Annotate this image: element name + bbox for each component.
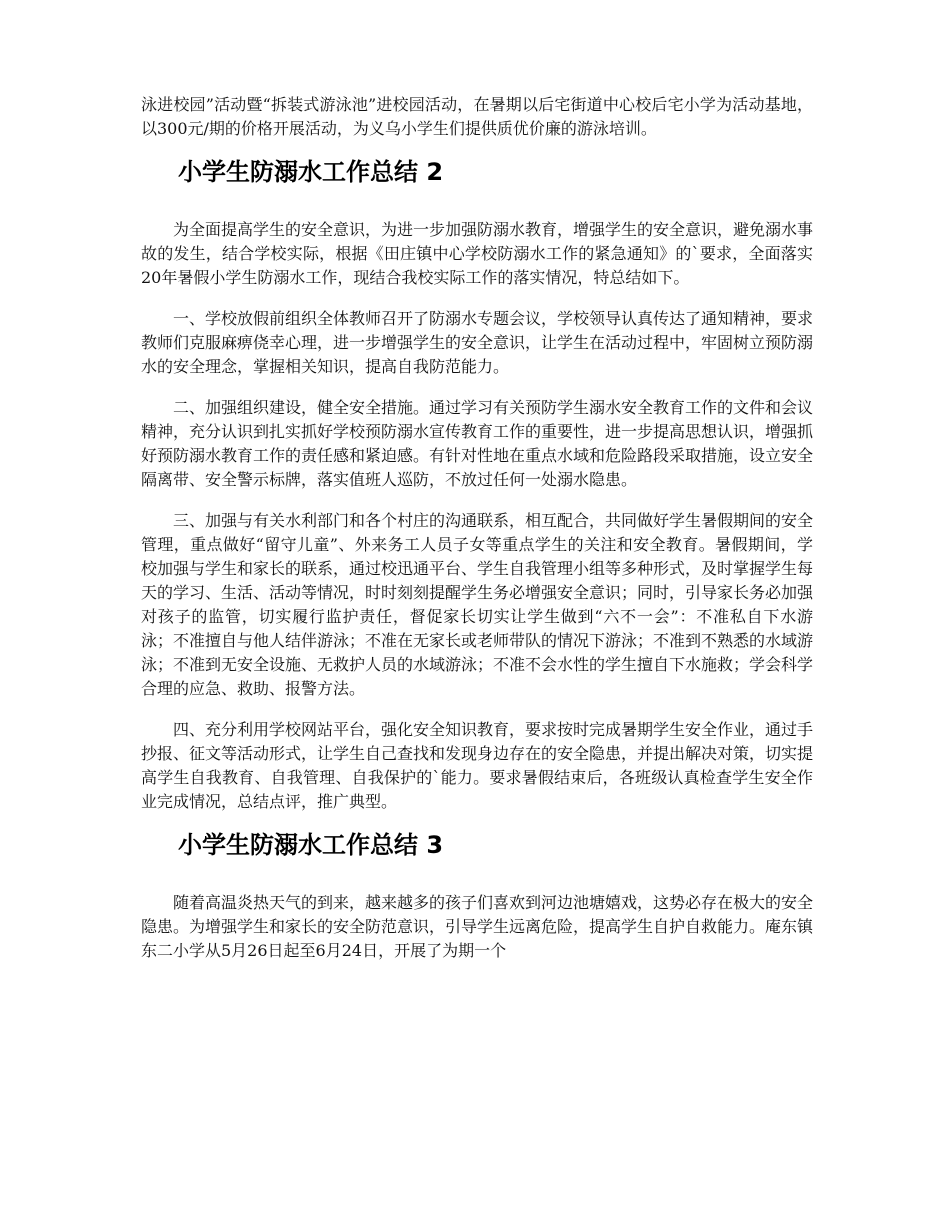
spacer — [141, 863, 813, 891]
section-3-heading: 小学生防溺水工作总结 3 — [178, 831, 444, 859]
section-2-paragraph-3: 二、加强组织建设，健全安全措施。通过学习有关预防学生溺水安全教育工作的文件和会议精神，充分认识到扎实抓好学校预防溺水宣传教育工作的重要性，进一步提高思想认识，增强抓好预防溺水教育工作的责任感和紧迫感。有针对性地在重点水域和危险路段采取措施，设立安全隔离带、安全警示标牌，落实值班人巡防，不放过任何一处溺水隐患。 — [141, 398, 814, 489]
intro-continuation-paragraph: 泳进校园”活动暨“拆装式游泳池”进校园活动，在暑期以后宅街道中心校后宅小学为活动基地，以300元/期的价格开展活动，为义乌小学生们提供质优价廉的游泳培训。 — [141, 95, 813, 138]
spacer — [141, 290, 813, 307]
section-2-paragraph-2: 一、学校放假前组织全体教师召开了防溺水专题会议，学校领导认真传达了通知精神，要求教师们克服麻痹侥幸心理，进一步增强学生的安全意识，让学生在活动过程中，牢固树立预防溺水的安全理念，掌握相关知识，提高自我防范能力。 — [141, 309, 814, 376]
section-2-paragraph-5: 四、充分利用学校网站平台，强化安全知识教育，要求按时完成暑期学生安全作业，通过手抄报、征文等活动形式，让学生自己查找和发现身边存在的安全隐患，并提出解决对策，切实提高学生自我教育、自我管理、自我保护的`能力。要求暑假结束后，各班级认真检查学生安全作业完成情况，总结点评，推广典型。 — [141, 720, 814, 811]
section-3-paragraph-1: 随着高温炎热天气的到来，越来越多的孩子们喜欢到河边池塘嬉戏，这势必存在极大的安全隐患。为增强学生和家长的安全防范意识，引导学生远离危险，提高学生自护自救能力。庵东镇东二小学从5月26日起至6月24日，开展了为期一个 — [141, 893, 814, 960]
document-page — [141, 93, 813, 963]
spacer — [141, 379, 813, 396]
section-2-heading: 小学生防溺水工作总结 2 — [178, 158, 444, 186]
section-2-paragraph-1: 为全面提高学生的安全意识，为进一步加强防溺水教育，增强学生的安全意识，避免溺水事故的发生，结合学校实际，根据《田庄镇中心学校防溺水工作的紧急通知》的`要求，全面落实20年暑假小学生防溺水工作，现结合我校实际工作的落实情况，特总结如下。 — [141, 220, 814, 287]
spacer — [141, 141, 813, 154]
spacer — [141, 814, 813, 827]
section-2-paragraph-4: 三、加强与有关水利部门和各个村庄的沟通联系，相互配合，共同做好学生暑假期间的安全管理，重点做好“留守儿童”、外来务工人员子女等重点学生的关注和安全教育。暑假期间，学校加强与学生和家长的联系，通过校迅通平台、学生自我管理小组等多种形式，及时掌握学生每天的学习、生活、活动等情况，时时刻刻提醒学生务必增强安全意识；同时，引导家长务必加强对孩子的监管，切实履行监护责任，督促家长切实让学生做到“六不一会”：不准私自下水游泳；不准擅自与他人结伴游泳；不准在无家长或老师带队的情况下游泳；不准到不熟悉的水域游泳；不准到无安全设施、无救护人员的水域游泳；不准不会水性的学生擅自下水施救；学会科学合理的应急、救助、报警方法。 — [141, 511, 814, 698]
spacer — [141, 190, 813, 218]
spacer — [141, 701, 813, 718]
spacer — [141, 492, 813, 509]
